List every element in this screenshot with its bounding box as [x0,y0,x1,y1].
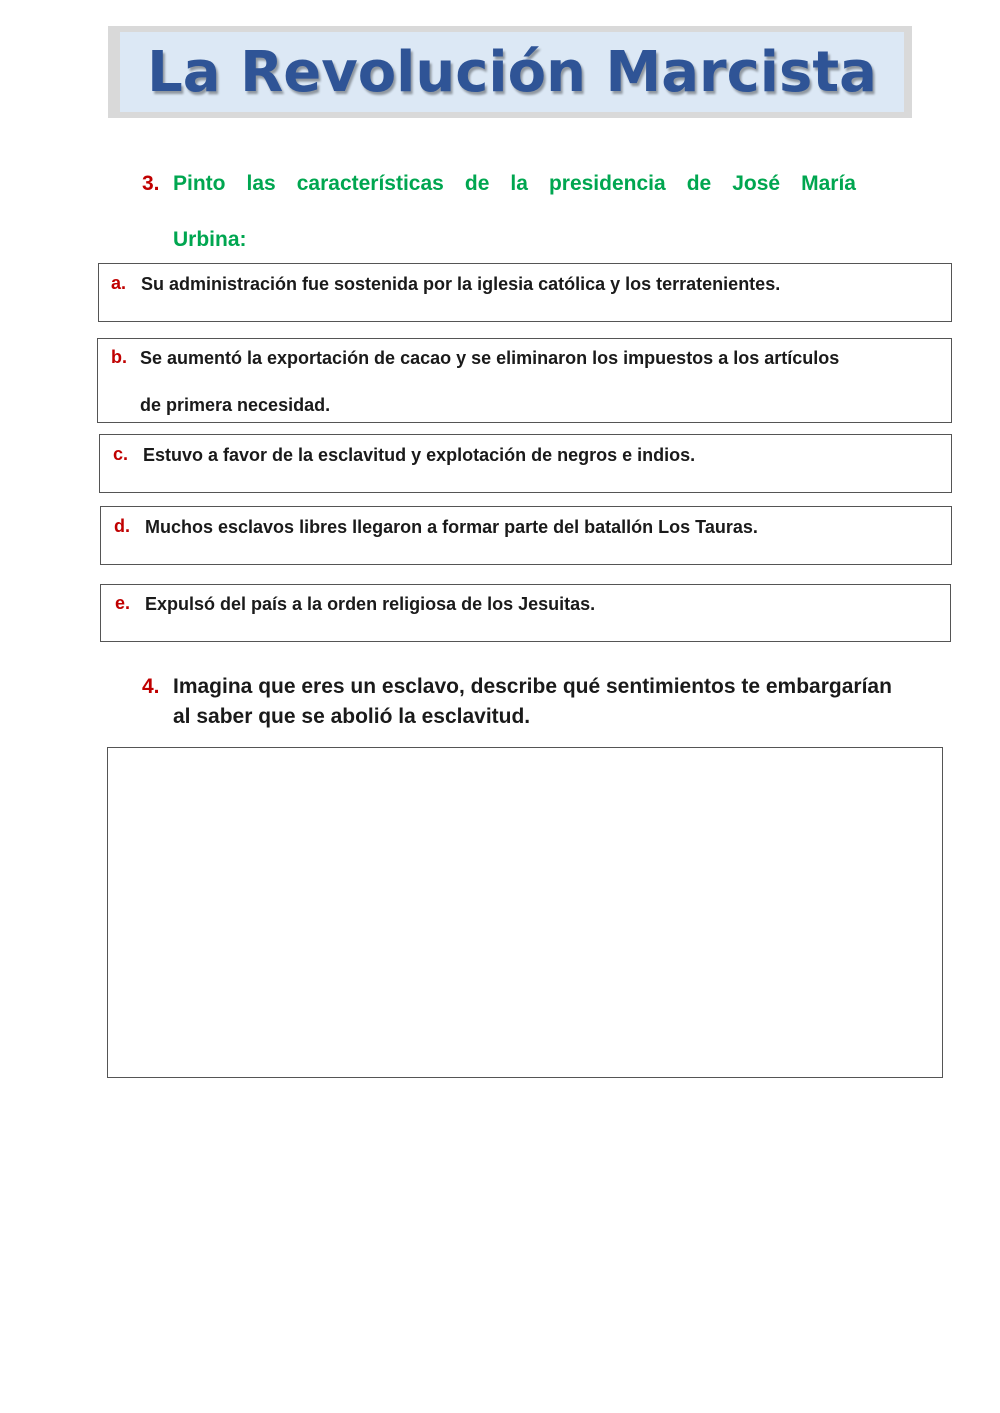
answer-text-box[interactable] [107,747,943,1078]
option-e-letter: e. [115,593,131,613]
option-b-text: Se aumentó la exportación de cacao y se eliminaron los impuestos a los artículos [140,348,840,368]
q3-word: presidencia [548,172,666,195]
q3-word: María [801,172,856,195]
option-d[interactable] [100,506,952,565]
question-3-line-1 [173,172,856,196]
option-c[interactable] [99,434,952,493]
q3-word: Pinto [173,172,226,195]
q3-word: de [686,172,712,195]
q3-word: las [246,172,276,195]
question-4-text: Imagina que eres un esclavo, describe qué sentimientos te embargarían al saber que se abolió la esclavitud. [173,675,892,728]
option-d-text: Muchos esclavos libres llegaron a formar parte del batallón Los Tauras. [145,517,758,537]
page-title: La Revolución Marcista [147,39,877,105]
question-3-line-2: Urbina: [173,228,247,251]
q3-word: la [510,172,528,195]
option-a-letter: a. [111,273,127,293]
option-c-text: Estuvo a favor de la esclavitud y explotación de negros e indios. [143,445,696,465]
q3-word: de [464,172,490,195]
question-4-number: 4. [142,675,160,698]
option-a-text: Su administración fue sostenida por la iglesia católica y los terratenientes. [141,274,781,294]
q3-word: características [296,172,444,195]
option-e[interactable] [100,584,951,642]
title-banner-inner [120,32,904,112]
option-b-letter: b. [111,347,127,367]
option-b-text-2: de primera necesidad. [140,395,331,415]
option-d-letter: d. [114,516,130,536]
q3-word: José [732,172,781,195]
title-banner [108,26,912,118]
question-3-number: 3. [142,172,160,195]
option-c-letter: c. [113,444,129,464]
option-a[interactable] [98,263,952,322]
option-e-text: Expulsó del país a la orden religiosa de los Jesuitas. [145,594,596,614]
option-b[interactable] [97,338,952,423]
